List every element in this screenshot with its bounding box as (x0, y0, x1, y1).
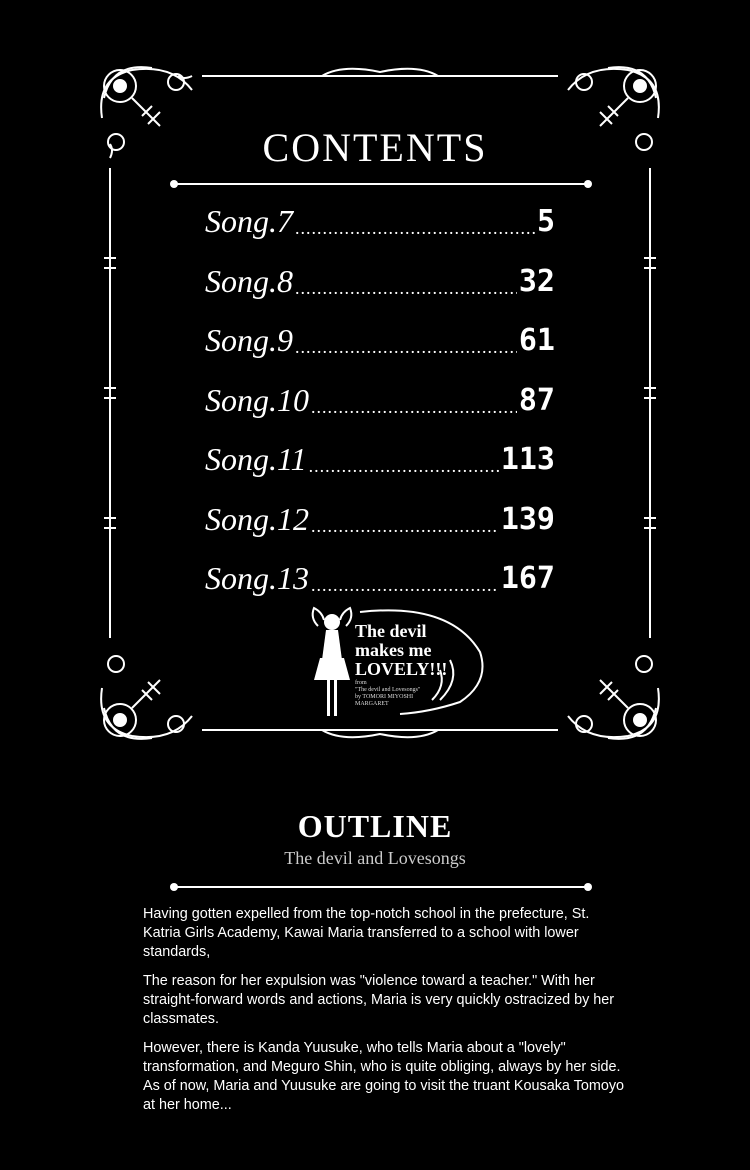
toc-entry-page: 87 (518, 382, 555, 418)
toc-entry[interactable] (205, 490, 555, 550)
outline-title: OUTLINE (297, 808, 453, 844)
logo-line: LOVELY!!! (355, 659, 448, 679)
summary-paragraph: However, there is Kanda Yuusuke, who tells Maria about a "lovely" transformation, and Meguro Shin, who is quite obliging, always by her side. As of now, Maria and Yuusuke are going to visit the truant Kousaka Tomoyo at her home... (143, 1040, 625, 1113)
toc-leader-dots (311, 561, 499, 596)
toc-entry-label: Song.9 (205, 322, 293, 359)
toc-entry[interactable] (205, 252, 555, 312)
logo-credit-line: MARGARET (355, 701, 389, 707)
toc-entry[interactable] (205, 371, 555, 431)
toc-entry[interactable] (205, 192, 555, 252)
toc-entry[interactable] (205, 430, 555, 490)
summary-paragraph: The reason for her expulsion was "violence toward a teacher." With her straight-forward words and actions, Maria is very quickly ostracized by her classmates. (143, 973, 615, 1027)
summary-paragraph: Having gotten expelled from the top-notch school in the prefecture, St. Katria Girls Academy, Kawai Maria transferred to a school with lower standards, (143, 906, 590, 960)
contents-title: CONTENTS (262, 125, 488, 170)
outline-summary (143, 905, 629, 1125)
outline-subtitle: The devil and Lovesongs (284, 848, 466, 868)
toc-entry-page: 167 (500, 561, 555, 597)
outline-divider (174, 886, 588, 888)
toc-entry-label: Song.8 (205, 262, 293, 299)
toc-leader-dots (311, 383, 517, 418)
logo-line: makes me (355, 640, 432, 660)
toc-entry-label: Song.13 (205, 560, 309, 597)
logo-credit (355, 680, 420, 708)
logo-credit-line: by TOMORI MIYOSHI (355, 694, 414, 700)
table-of-contents (205, 192, 555, 609)
contents-divider (174, 183, 588, 185)
toc-entry-label: Song.11 (205, 441, 307, 478)
toc-entry-page: 139 (500, 501, 555, 537)
toc-leader-dots (309, 442, 499, 477)
toc-entry-page: 32 (518, 263, 555, 299)
toc-leader-dots (311, 502, 499, 537)
logo-credit-line: from (355, 680, 367, 686)
toc-leader-dots (295, 204, 535, 239)
toc-entry-label: Song.7 (205, 203, 293, 240)
logo-credit-line: "The devil and Lovesongs" (355, 687, 421, 693)
logo-line: The devil (355, 621, 427, 641)
toc-entry[interactable] (205, 311, 555, 371)
toc-entry-page: 113 (500, 442, 555, 478)
toc-leader-dots (295, 264, 517, 299)
toc-entry-label: Song.10 (205, 381, 309, 418)
logo-title (355, 622, 447, 679)
toc-leader-dots (295, 323, 517, 358)
toc-entry-page: 61 (518, 323, 555, 359)
toc-entry-label: Song.12 (205, 500, 309, 537)
toc-entry-page: 5 (536, 204, 555, 240)
